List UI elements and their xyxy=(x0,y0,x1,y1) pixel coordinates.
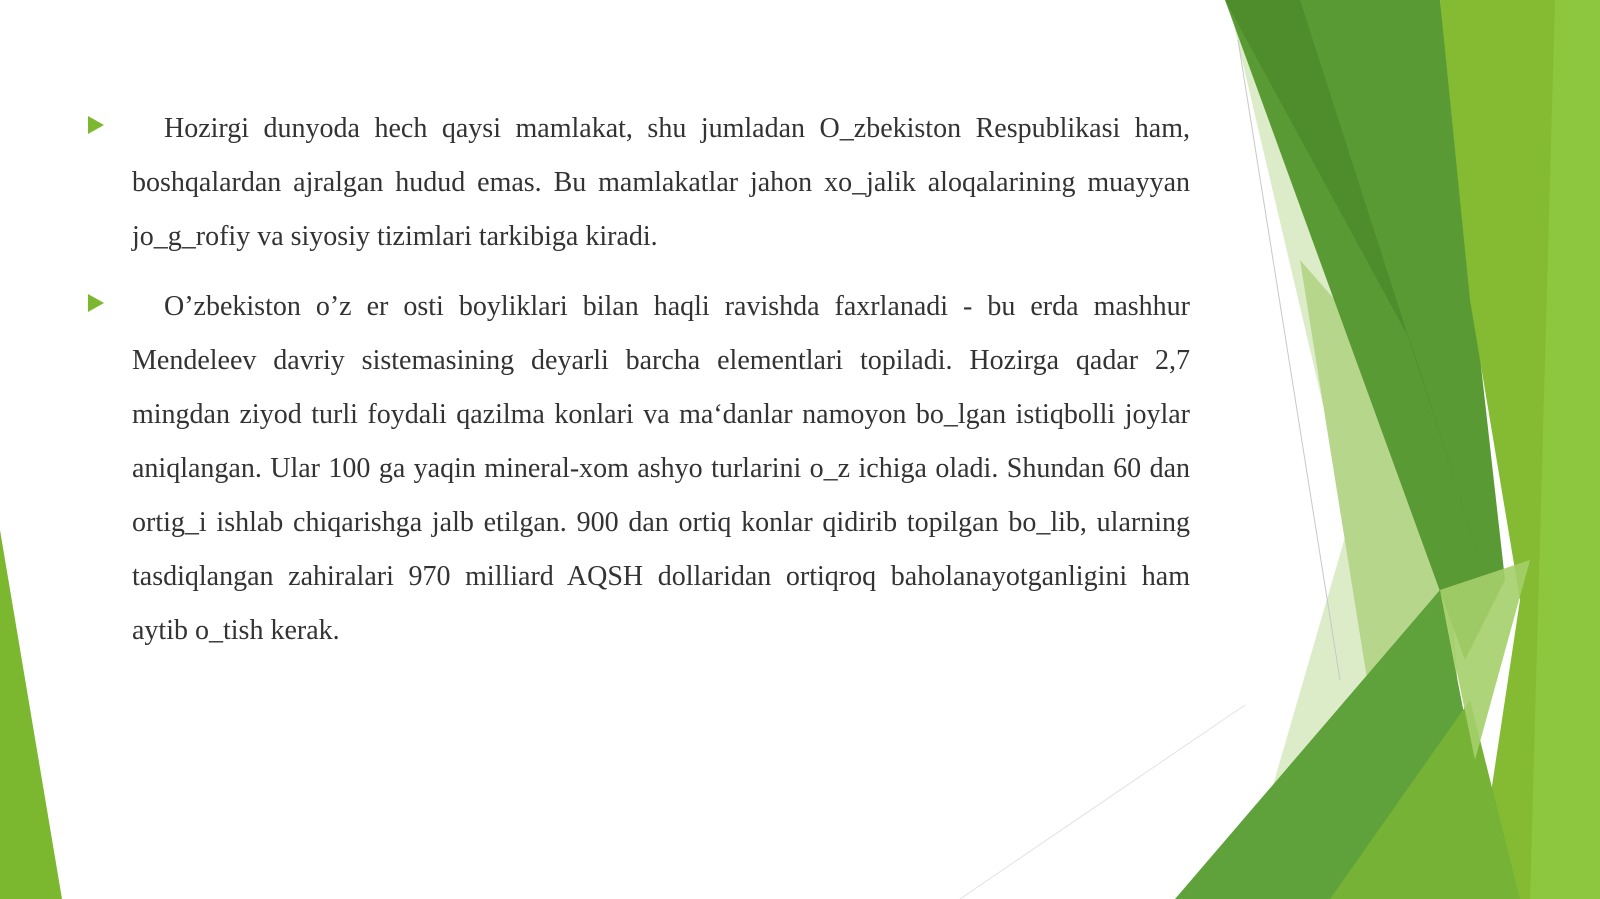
paragraph-text: O’zbekiston o’z er osti boyliklari bilan haqli ravishda faxrlanadi - bu erda mashhur Mendeleev davriy sistemasining deyarli barcha elementlari topiladi. Hozirga qadar 2,7 mingdan ziyod turli foydali qazilma konlari va ma‘danlar namoyon bo_lgan istiqbolli joylar aniqlangan. Ular 100 ga yaqin mineral-xom ashyo turlarini o_z ichiga oladi. Shundan 60 dan ortig_i ishlab chiqarishga jalb etilgan. 900 dan ortiq konlar qidirib topilgan bo_lib, ularning tasdiqlangan zahiralari 970 milliard AQSH dollaridan ortiqroq baholanayotganligini ham aytib o_tish kerak. xyxy=(132,291,1190,646)
triangle-bullet-icon xyxy=(88,294,104,312)
triangle-bullet-icon xyxy=(88,116,104,134)
bullet-item xyxy=(84,102,1190,264)
content-area xyxy=(84,102,1190,674)
bullet-item xyxy=(84,280,1190,658)
paragraph-text: Hozirgi dunyoda hech qaysi mamlakat, shu jumladan O_zbekiston Respublikasi ham, boshqalardan ajralgan hudud emas. Bu mamlakatlar jahon xo_jalik aloqalarining muayyan jo_g_rofiy va siyosiy tizimlari tarkibiga kiradi. xyxy=(132,113,1190,252)
left-green-wedge xyxy=(0,530,62,899)
